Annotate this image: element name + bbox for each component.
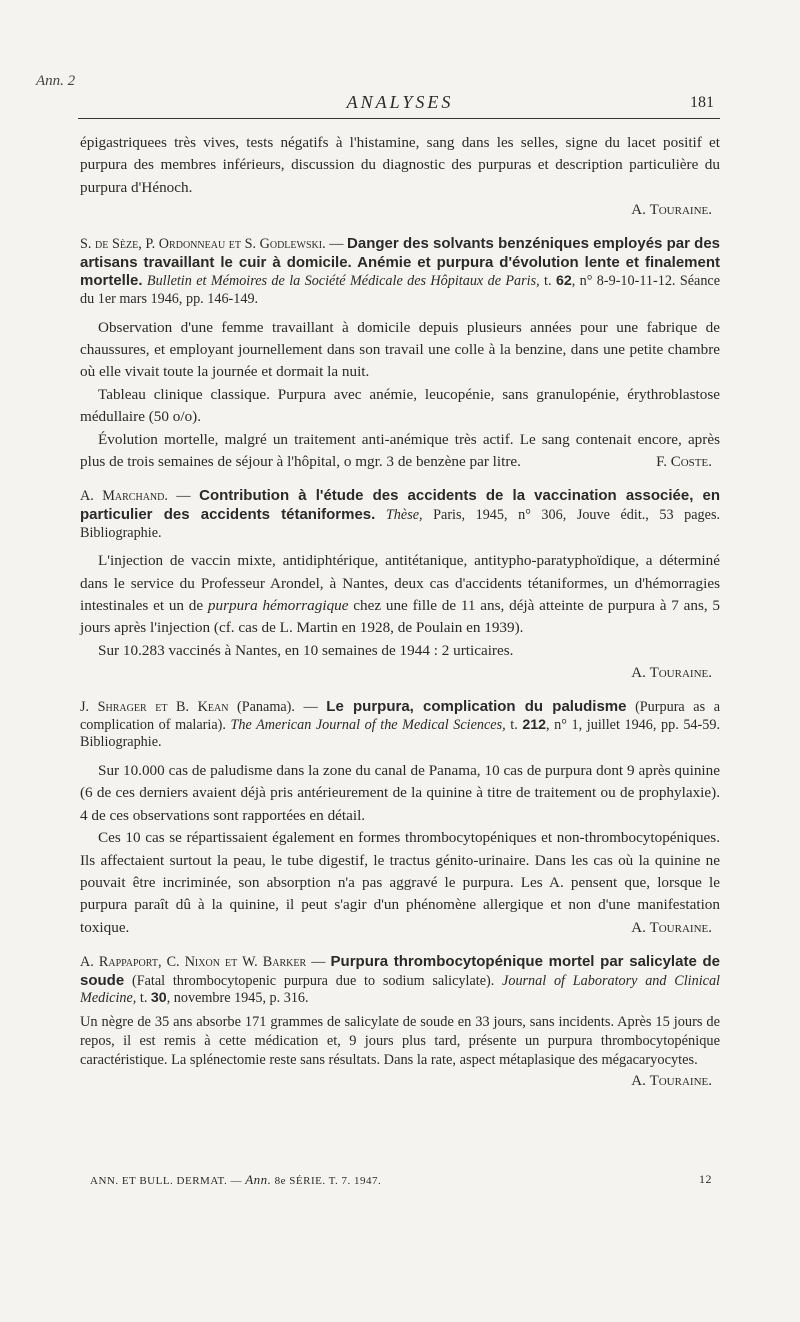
body-paragraph: Observation d'une femme travaillant à domicile depuis plusieurs années pour une fabrique de chaussures, et employant journellement dans son travail une colle à la benzine, dans une petite chambre où elle vivait toute la journée et dormait la nuit. <box>80 318 720 381</box>
entry-title: Le purpura, complication du paludisme <box>326 698 627 716</box>
abstract-entry-2 <box>80 487 720 684</box>
body-paragraph: Évolution mortelle, malgré un traitement anti-anémique très actif. Le sang contenait encore, après plus de trois semaines de séjour à l'hôpital, o mgr. 3 de benzène par litre. <box>80 430 720 471</box>
body-paragraph: Sur 10.000 cas de paludisme dans la zone du canal de Panama, 10 cas de purpura dont 9 après quinine (6 de ces derniers avaient déjà pris antérieurement de la quinine à titre de traitement ou de prophylaxie). 4 de ces observations sont rapportées en détail. <box>80 762 720 824</box>
signature: A. Touraine. <box>631 202 712 219</box>
volume: 30 <box>150 990 167 1007</box>
signature-mark: 12 <box>699 1172 712 1186</box>
signature: A. Touraine. <box>631 665 712 682</box>
entry-heading: A. Rappaport, C. Nixon et W. Barker — Purpura thrombocytopénique mortel par salicylate de soude (Fatal thrombocytopenic purpura due to sodium salicylate). Journal of Laboratory and Clinical Medicine, t. 30, novembre 1945, p. 316. <box>80 953 720 1007</box>
reference-details: , novembre 1945, p. 316. <box>166 990 309 1007</box>
running-title: ANALYSES <box>346 92 454 112</box>
entry-title: Danger des solvants benzéniques employés par des artisans travaillant le cuir à domicile. Anémie et purpura d'évolution lente et finalement mortelle. <box>80 235 721 290</box>
authors: S. de Sèze, P. Ordonneau et S. Godlewski. <box>80 236 326 253</box>
authors: A. Marchand. <box>80 488 168 505</box>
journal-source: Thèse, <box>385 507 423 524</box>
reference-details: , n° 1, juillet 1946, pp. 54-59. Bibliographie. <box>80 716 720 751</box>
page-number: 181 <box>690 94 714 111</box>
body-paragraph: L'injection de vaccin mixte, antidiphtérique, antitétanique, antitypho-paratyphoïdique, a déterminé dans le service du Professeur Arondel, à Nantes, deux cas d'accidents tétaniformes, un d'hémorragies intestinales et un de purpura hémorragique chez une fille de 11 ans, déjà atteinte de purpura à 7 ans, 5 jours après l'injection (cf. cas de L. Martin en 1928, de Poulain en 1939). <box>80 552 721 637</box>
entry-heading: J. Shrager et B. Kean (Panama). — Le purpura, complication du paludisme (Purpura as a complication of malaria). The American Journal of the Medical Sciences, t. 212, n° 1, juillet 1946, pp. 54-59. Bibliographie. <box>80 698 720 751</box>
entry-title: Purpura thrombocytopénique mortel par salicylate de soude <box>80 953 720 989</box>
authors: J. Shrager et B. Kean <box>80 699 229 716</box>
signature: A. Touraine. <box>631 920 712 937</box>
signature: F. Coste. <box>656 454 712 471</box>
journal-source: Bulletin et Mémoires de la Société Médicale des Hôpitaux de Paris, <box>146 273 540 290</box>
intro-paragraph: épigastriquees très vives, tests négatifs à l'histamine, sang dans les selles, signe du lacet positif et purpura des membres inférieurs, discussion du diagnostic des purpuras et description particulière du purpura d'Hénoch. <box>80 134 720 196</box>
reference-details: Paris, 1945, n° 306, Jouve édit., 53 pages. Bibliographie. <box>80 507 721 541</box>
margin-annotation: Ann. 2 <box>36 73 76 89</box>
body-paragraph: Tableau clinique classique. Purpura avec anémie, leucopénie, sans granulopénie, érythroblastose médullaire (50 o/o). <box>80 385 720 426</box>
reference-details: , n° 8-9-10-11-12. Séance du 1er mars 1946, pp. 146-149. <box>80 273 721 307</box>
abstract-entry-1 <box>80 235 720 473</box>
entry-title: Contribution à l'étude des accidents de la vaccination associée, en particulier des accidents tétaniformes. <box>80 487 721 524</box>
article-body <box>80 132 720 1092</box>
entry-heading: S. de Sèze, P. Ordonneau et S. Godlewski. — Danger des solvants benzéniques employés par des artisans travaillant le cuir à domicile. Anémie et purpura d'évolution lente et finalement mortelle. Bulletin et Mémoires de la Société Médicale des Hôpitaux de Paris, t. 62, n° 8-9-10-11-12. Séance du 1er mars 1946, pp. 146-149. <box>80 235 721 307</box>
footer-citation: ANN. ET BULL. DERMAT. — Ann. 8e SÉRIE. T. 7. 1947. <box>90 1172 382 1187</box>
header-rule <box>78 118 720 119</box>
journal-source: The American Journal of the Medical Sciences, <box>230 716 506 733</box>
volume: 62 <box>555 273 572 290</box>
running-header <box>0 92 800 114</box>
body-paragraph: Un nègre de 35 ans absorbe 171 grammes de salicylate de soude en 33 jours, sans incidents. Après 15 jours de repos, il est remis à cette médication et, 9 jours plus tard, présente un purpura thrombocytopénique caractéristique. La splénectomie reste sans résultats. Dans la rate, aspect métaplasique des mégacaryocytes. <box>80 1014 720 1069</box>
authors: A. Rappaport, C. Nixon et W. Barker <box>80 954 307 971</box>
body-paragraph: Ces 10 cas se répartissaient également en formes thrombocytopéniques et non-thrombocytopéniques. Ils affectaient surtout la peau, le tube digestif, le tractus génito-urinaire. Dans les cas où la quinine ne pouvait être incriminée, son absorption n'a pas aggravé le purpura. Les A. pensent que, lorsque le purpura paraît dû à la quinine, il peut s'agir d'un phénomène allergique et non d'une manifestation toxique. <box>80 829 720 936</box>
journal-source: Journal of Laboratory and Clinical Medicine, <box>80 972 720 1007</box>
abstract-entry-4 <box>80 953 720 1092</box>
signature: A. Touraine. <box>631 1073 712 1090</box>
entry-heading: A. Marchand. — Contribution à l'étude des accidents de la vaccination associée, en particulier des accidents tétaniformes. Thèse, Paris, 1945, n° 306, Jouve édit., 53 pages. Bibliographie. <box>80 487 721 541</box>
body-paragraph: Sur 10.283 vaccinés à Nantes, en 10 semaines de 1944 : 2 urticaires. <box>98 641 514 659</box>
abstract-entry-3 <box>80 698 720 939</box>
volume: 212 <box>522 716 547 733</box>
